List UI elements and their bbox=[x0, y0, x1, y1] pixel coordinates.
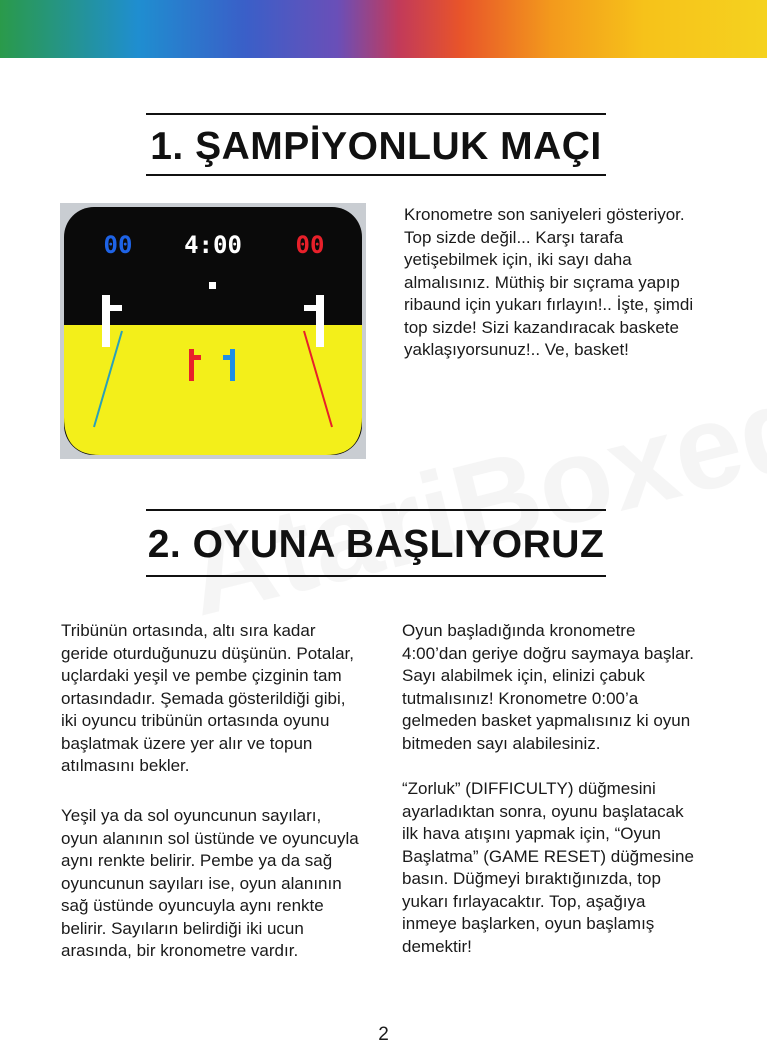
heading-rule-top bbox=[146, 509, 606, 511]
ball bbox=[209, 282, 216, 289]
section1-title: 1. ŞAMPİYONLUK MAÇI bbox=[150, 125, 602, 168]
timer: 4:00 bbox=[184, 231, 242, 259]
left-paragraph-1: Tribünün ortasında, altı sıra kadar geride oturduğunuzu düşünün. Potalar, uçlardaki yeşil ve pembe çizginin tam ortasındadır. Şemada gösterildiği gibi, iki oyuncu tribünün ortasında oyunu başlatmak üzere yer alır ve topun atılmasını bekler. bbox=[61, 621, 355, 775]
heading-rule-bottom bbox=[146, 575, 606, 577]
section2-title: 2. OYUNA BAŞLIYORUZ bbox=[147, 523, 605, 566]
section1-heading bbox=[146, 113, 606, 175]
left-paragraph-2: Yeşil ya da sol oyuncunun sayıları, oyun alanının sol üstünde ve oyuncuyla aynı renkte belirir. Pembe ya da sağ oyuncunun sayıları ise, oyun alanının sağ üstünde oyuncuyla aynı renkte belirir. Sayıların belirdiği iki ucun arasında, bir kronometre vardır. bbox=[61, 806, 359, 960]
game-screenshot bbox=[60, 203, 366, 459]
right-score: 00 bbox=[295, 231, 325, 259]
left-score: 00 bbox=[103, 231, 133, 259]
heading-rule-bottom bbox=[146, 174, 606, 176]
heading-rule-top bbox=[146, 113, 606, 115]
tv-screen bbox=[64, 207, 362, 455]
rainbow-header-bar bbox=[0, 0, 767, 58]
page-number: 2 bbox=[378, 1024, 389, 1045]
right-paragraph-1: Oyun başladığında kronometre 4:00’dan geriye doğru saymaya başlar. Sayı alabilmek için, elinizi çabuk tutmalısınız! Kronometre 0:00’a gelmeden basket yapmalısınız ki oyun bitmeden sayı alabilesiniz. bbox=[402, 621, 695, 753]
section1-paragraph: Kronometre son saniyeleri gösteriyor. Top sizde değil... Karşı tarafa yetişebilmek için, iki sayı daha almalısınız. Müthiş bir sıçrama yapıp ribaund için yukarı fırlayın!.. İşte, şimdi top sizde! Sizi kazandıracak baskete yaklaşıyorsunuz!.. Ve, basket! bbox=[404, 205, 694, 359]
section2-heading bbox=[146, 509, 606, 577]
right-paragraph-2: “Zorluk” (DIFFICULTY) düğmesini ayarladıktan sonra, oyunu başlatacak ilk hava atışını yapmak için, “Oyun Başlatma” (GAME RESET) düğmesine basın. Düğmeyi bıraktığınızda, top yukarı fırlayacaktır. Top, aşağıya inmeye başlarken, oyun başlamış demektir! bbox=[402, 779, 694, 956]
